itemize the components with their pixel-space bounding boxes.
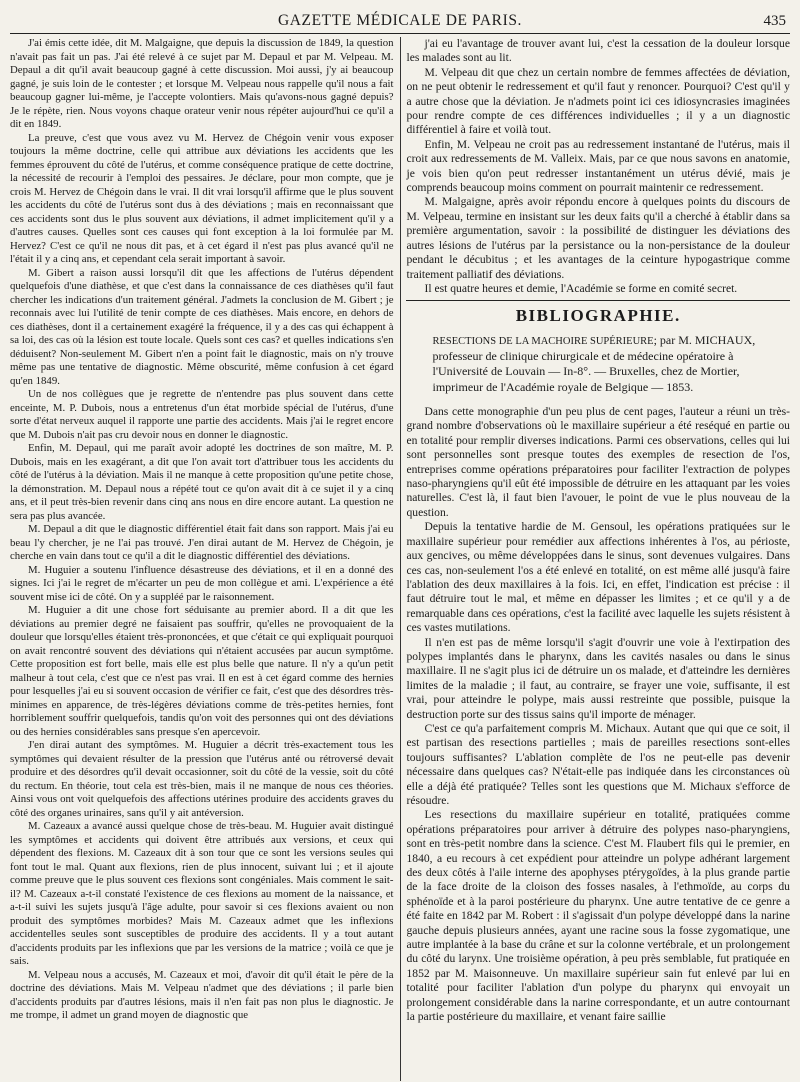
bibliography-entry-details: ; par M. MICHAUX, professeur de clinique chirurgicale et de médecine opératoire à l'Université de Louvain — In-8°. — Bruxelles, chez de Mortier, imprimeur de l'Académie royale de Belgique — 1853.: [432, 332, 756, 394]
bibliography-entry-title: RESECTIONS DE LA MACHOIRE SUPÉRIEURE: [432, 335, 654, 347]
paragraph: M. Gibert a raison aussi lorsqu'il dit que les affections de l'utérus dépendent quelquefois d'une diathèse, et que c'est dans la connaissance de ces diathèses qu'il faut chercher les indications d'un traitement général. J'admets la conclusion de M. Gibert ; je reconnais avec lui l'utilité de tenir compte de ces diathèses. Mais encore, en dehors de ces diathèses, dont il a certainement exagéré la fréquence, il y a des cas qui échappent à sa loi, des cas où la lésion est toute locale. Quels sont ces cas? et quelles indications s'en déduisent? Non-seulement M. Gibert n'en a point fait le diagnostic, mais on n'y trouve même pas une tentative de diagnostic. Même obscurité, même confusion à cet égard qu'en 1849.: [10, 266, 394, 387]
paragraph: Il n'en est pas de même lorsqu'il s'agit d'ouvrir une voie à l'extirpation des polypes implantés dans le pharynx, dans les cavités nasales ou dans le sinus maxillaire. Il ne s'agit plus ici de détruire un os malade, et d'atteindre les dernières limites de la maladie ; il faut, au contraire, se frayer une voie, suffisante, il est vrai, pour atteindre le polype, mais aussi restreinte que possible, puisque la destruction porte sur des tissus sains qu'il importe de ménager.: [406, 635, 790, 721]
paragraph: Un de nos collègues que je regrette de n'entendre pas plus souvent dans cette enceinte, M. P. Dubois, nous a entretenus d'un état morbide spécial de l'utérus, d'une sorte d'état nerveux auquel il rapporte une partie des accidents. Mais j'ai le regret encore que M. Dubois n'ait pas cru devoir nous en donner le diagnostic.: [10, 388, 394, 441]
section-divider: [406, 300, 790, 301]
paragraph: J'en dirai autant des symptômes. M. Huguier a décrit très-exactement tous les symptômes qui devaient résulter de la pression que l'utérus anté ou rétroversé devait produire et des désordres qu'il devait occasionner, soit du côté de la vessie, soit du côté du rectum. En théorie, tout cela est très-bien, mais il ne manque de nous ces théories. Ainsi vous ont voit quelquefois des affections utérines produire des accidents graves du côté des organes urinaires, sans qu'il y ait antéversion.: [10, 739, 394, 819]
journal-title: GAZETTE MÉDICALE DE PARIS.: [277, 12, 523, 29]
paragraph: Depuis la tentative hardie de M. Gensoul, les opérations pratiquées sur le maxillaire supérieur pour remédier aux affections inhérentes à l'os, au périoste, aux gencives, ou même développées dans le sinus, sont devenues vulgaires. Dans ces cas, non-seulement l'os a été enlevé en totalité, on est même allé jusqu'à faire l'ablation des deux maxillaires à la fois. Ici, en effet, l'indication est précise : il faut détruire tout le mal, et même en dépasser les limites ; et ce qu'il y a de remarquable dans ces opérations, c'est la facilité avec laquelle les sujets résistent à ces vastes mutilations.: [406, 520, 790, 635]
paragraph: M. Depaul a dit que le diagnostic différentiel était fait dans son rapport. Mais j'ai eu beau l'y chercher, je ne l'ai pas trouvé. J'en dirai autant de M. Hervez de Chégoin, je cherche en vain dans tout ce qu'il a dit le diagnostic différentiel des déviations.: [10, 523, 394, 562]
paragraph: J'ai émis cette idée, dit M. Malgaigne, que depuis la discussion de 1849, la question n'avait pas fait un pas. J'ai été relevé à ce sujet par M. Depaul et par M. Velpeau. M. Depaul a dit qu'il avait beaucoup gagné à cette discussion. Moi aussi, j'y ai beaucoup gagné, je suis loin de le contester ; et lorsque M. Velpeau nous rappelle qu'il nous a fait beaucoup gagner lui-même, je l'accepte volontiers. Mais qu'avons-nous gagné depuis? Je le répète, rien. Nous voyons chaque orateur venir nous répéter aujourd'hui ce qu'il a dit en 1849.: [10, 37, 394, 130]
paragraph: Enfin, M. Velpeau ne croit pas au redressement instantané de l'utérus, mais il croit aux redressements de M. Valleix. Mais, par ce que nous savons en anatomie, je vois bien qu'on peut redresser instantanément un utérus dévié, mais je comprends beaucoup moins comment on pourrait maintenir ce redressement.: [406, 137, 790, 195]
two-column-body: [10, 37, 790, 1081]
paragraph: j'ai eu l'avantage de trouver avant lui, c'est la cessation de la douleur lorsque les malades sont au lit.: [406, 37, 790, 65]
paragraph: M. Huguier a soutenu l'influence désastreuse des déviations, et il en a donné des signes. Ici j'ai le regret de m'écarter un peu de mon collègue et ami. L'expérience a été souvent mise ici de côté. On y a suppléé par le raisonnement.: [10, 563, 394, 603]
paragraph: M. Malgaigne, après avoir répondu encore à quelques points du discours de M. Velpeau, termine en insistant sur les deux faits qu'il a cherché à établir dans sa première argumentation, savoir : la possibilité de distinguer les déviations des autres lésions de l'utérus par la persistance ou la non-persistance de la douleur pendant le décubitus ; et les avantages de la ceinture hypogastrique comme traitement palliatif des déviations.: [406, 195, 790, 281]
paragraph: Les resections du maxillaire supérieur en totalité, pratiquées comme opérations préparatoires pour arriver à détruire des polypes naso-pharyngiens, sont en très-petit nombre dans la science. C'est M. Flaubert fils qui le premier, en 1840, a eu recours à cet expédient pour atteindre un polype adhérant largement des deux côtés à l'aile interne des apophyses ptérygoïdes, à la plus grande partie de la face droite de la cloison des fosses nasales, à l'ethmoïde, au corps du sphénoïde et à la paroi postérieure du pharynx. Une autre tentative de ce genre a été faite en 1842 par M. Robert : il s'agissait d'un polype développé dans la narine gauche depuis plusieurs années, ayant une racine sous la fosse zygomatique, une autre implantée à la base du crâne et sur la colonne vertébrale, et un prolongement du côté du larynx. Une troisième opération, à peu près semblable, fut pratiquée en 1852 par M. Maisonneuve. Un maxillaire supérieur sain fut enlevé par lui en totalité pour faciliter l'ablation d'un polype du pharynx qui envoyait un prolongement considérable dans la narine correspondante, et un autre contournant la partie postérieure du maxillaire, et venant faire saillie: [406, 808, 790, 1024]
paragraph: La preuve, c'est que vous avez vu M. Hervez de Chégoin venir vous exposer toujours la même doctrine, celle qui attribue aux déviations les accidents que les femmes éprouvent du côté de l'utérus, et comme conséquence pratique de cette doctrine, la nécessité de recourir à l'emploi des pessaires. Je déclare, pour mon compte, que je crois M. Hervez de Chégoin dans le vrai. Il dit vrai lorsqu'il affirme que le plus souvent les accidents du côté de l'utérus sont dus à des déviations ; mais en reconnaissant que ces accidents sont dus le plus souvent aux déviations, il admet implicitement qu'il y a d'autres causes. Quelles sont ces causes qui font exception à la loi formulée par M. Hervez? C'est ce qu'il ne nous dit pas, et à cet égard il n'est pas plus avancé qu'il ne l'était il y a cinq ans, et cependant cela serait important à savoir.: [10, 131, 394, 265]
paragraph: Enfin, M. Depaul, qui me paraît avoir adopté les doctrines de son maître, M. P. Dubois, mais en les exagérant, a dit que l'on avait tort d'attribuer tous les accidents du côté de l'utérus à la déviation. Mais il ne manque à cette proposition qu'une petite chose, la démonstration. M. Depaul nous a répété tout ce qu'on avait dit à ce sujet il y a cinq ans, et il peut très-bien revenir dans cinq ans nous en dire encore autant. La question ne sera pas plus avancée.: [10, 442, 394, 522]
page-number: 435: [763, 13, 786, 29]
bibliography-heading: BIBLIOGRAPHIE.: [515, 306, 681, 326]
paragraph: M. Huguier a dit une chose fort séduisante au premier abord. Il a dit que les déviations au premier degré ne faisaient pas souffrir, qu'elles ne provoquaient de la douleur que lorsqu'elles étaient très-prononcées, et que c'était ce qui expliquait pourquoi on avait rencontré souvent des déviations qui n'étaient accusées par aucun symptôme. Cette proposition est fort belle, mais elle est plus belle que nature. Il n'y a qu'un petit malheur à tout cela, c'est que ce n'est pas vrai. Il en est à cet égard comme des hernies pour lesquelles j'ai eu si souvent occasion de vérifier ce fait, c'est que des désordres très-minimes en apparence, de très-légères déviations comme de très-petites hernies, font horriblement souffrir quelquefois, tandis qu'on voit des personnes qui ont des déviations ou des hernies considérables sans presque s'en apercevoir.: [10, 604, 394, 738]
paragraph: M. Cazeaux a avancé aussi quelque chose de très-beau. M. Huguier avait distingué les symptômes et accidents qui doivent être attribués aux versions, et ceux qui dépendent des flexions. M. Cazeaux dit à son tour que ce sont les versions seules qui font tout le mal. Quant aux flexions, rien de plus innocent, suivant lui ; et il ajoute comme preuve que le plus souvent ces flexions sont congéniales. Mais comment le sait-il? M. Cazeaux a-t-il constaté l'existence de ces flexions au moment de la naissance, et a-t-il suivi les sujets jusqu'à l'âge adulte, pour savoir si ces flexions avaient ou non produit des symptômes morbides? Mais M. Cazeaux admet que les inflexions accidentelles seules sont susceptibles de produire des accidents. Il y a tout autant d'accidents produits par les inflexions que par les versions de la matrice ; voilà ce que je sais.: [10, 820, 394, 967]
closing-line: Il est quatre heures et demie, l'Académie se forme en comité secret.: [424, 281, 738, 295]
running-head: [10, 0, 790, 34]
left-column: [10, 37, 394, 1081]
paragraph: C'est ce qu'a parfaitement compris M. Michaux. Autant que qui que ce soit, il est partisan des resections partielles ; mais de pareilles resections sont-elles toujours suffisantes? L'ablation complète de l'os ne peut-elle pas devenir nécessaire dans quelques cas? N'était-elle pas indiquée dans les circonstances où elle a déjà été pratiquée? Telles sont les questions que M. Michaux s'efforce de résoudre.: [406, 721, 790, 807]
right-column: [406, 37, 790, 1081]
bibliography-entry: [406, 333, 790, 395]
paragraph: Dans cette monographie d'un peu plus de cent pages, l'auteur a réuni un très-grand nombre d'observations où le maxillaire supérieur a été reséqué en partie ou en totalité pour remplir diverses indications. Parmi ces observations, celles qui lui sont personnelles sont presque toutes des exemples de resection de l'os, entreprises comme opérations préparatoires pour faciliter l'extraction de polypes naso-pharyngiens qu'il eût été impossible de détruire en les attaquant par les voies naturelles. C'est là, il faut bien l'avouer, le point de vue le plus nouveau de la question.: [406, 405, 790, 519]
column-divider: [400, 37, 401, 1081]
paragraph: M. Velpeau nous a accusés, M. Cazeaux et moi, d'avoir dit qu'il était le père de la doctrine des déviations. Mais M. Velpeau n'admet que des déviations ; il parle bien d'accidents produits par d'autres lésions, mais il n'en fait pas non plus le diagnostic. Je me trompe, il admet un grand moyen de diagnostic que: [10, 968, 394, 1021]
paragraph: M. Velpeau dit que chez un certain nombre de femmes affectées de déviation, on ne peut obtenir le redressement et qu'il faut y renoncer. Pourquoi? C'est qu'il y a autre chose que la déviation. Je n'admets point ici ces idiosyncrasies imaginées pour rendre compte de ces différences individuelles ; il y a un diagnostic différentiel à faire et voilà tout.: [406, 65, 790, 137]
